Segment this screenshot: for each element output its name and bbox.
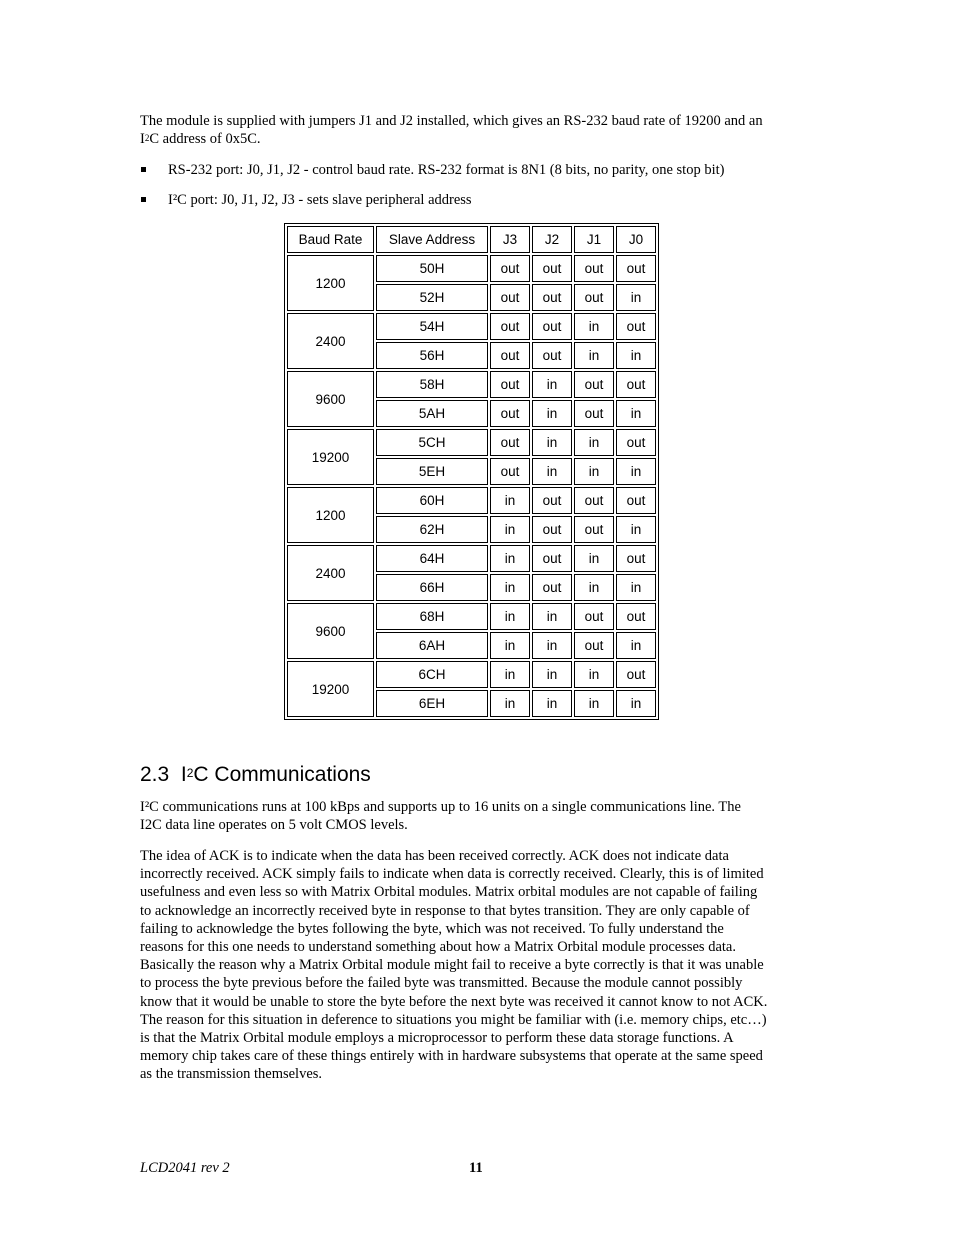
intro-paragraph: [140, 112, 820, 148]
slave-address-cell: 60H: [376, 487, 488, 514]
section-title-rest: C Communications: [193, 763, 371, 786]
j3-cell: out: [490, 400, 530, 427]
slave-address-cell: 6EH: [376, 690, 488, 717]
paragraph-line: is that the Matrix Orbital module employs a microprocessor to perform these data storage functions. A: [140, 1030, 734, 1047]
baud-rate-cell: 9600: [287, 603, 374, 659]
paragraph-line: as the transmission themselves.: [140, 1066, 323, 1083]
j3-cell: in: [490, 574, 530, 601]
intro-line-2-rest: C address of 0x5C.: [149, 131, 261, 147]
square-bullet-icon: [141, 197, 146, 202]
j0-cell: in: [616, 516, 656, 543]
j2-cell: out: [532, 487, 572, 514]
j1-cell: in: [574, 313, 614, 340]
j0-cell: in: [616, 458, 656, 485]
j2-cell: out: [532, 313, 572, 340]
baud-rate-cell: 19200: [287, 661, 374, 717]
table-row: [287, 313, 656, 340]
slave-address-cell: 56H: [376, 342, 488, 369]
intro-line-2-prefix: I: [140, 131, 145, 147]
j0-cell: out: [616, 661, 656, 688]
table-row: [287, 545, 656, 572]
slave-address-cell: 58H: [376, 371, 488, 398]
j1-cell: in: [574, 342, 614, 369]
j2-cell: in: [532, 400, 572, 427]
paragraph-line: incorrectly received. ACK simply fails to indicate when data is correctly received. Clearly, this is of limited: [140, 866, 764, 883]
j2-cell: out: [532, 516, 572, 543]
baud-rate-cell: 1200: [287, 255, 374, 311]
header-j2: J2: [532, 226, 572, 253]
paragraph-line: reasons for this one needs to understand something about how a Matrix Orbital module processes data.: [140, 939, 736, 956]
j2-cell: in: [532, 603, 572, 630]
baud-rate-cell: 1200: [287, 487, 374, 543]
header-slave-address: Slave Address: [376, 226, 488, 253]
j0-cell: out: [616, 603, 656, 630]
j2-cell: out: [532, 574, 572, 601]
header-j3: J3: [490, 226, 530, 253]
header-j1: J1: [574, 226, 614, 253]
header-baud-rate: Baud Rate: [287, 226, 374, 253]
paragraph-line: memory chip takes care of these things entirely with in hardware subsystems that operate at the same speed: [140, 1048, 763, 1065]
i2c-speed-paragraph: [140, 798, 820, 834]
table-row: [287, 371, 656, 398]
paragraph-line: I²C communications runs at 100 kBps and supports up to 16 units on a single communications line. The: [140, 799, 741, 815]
j0-cell: in: [616, 690, 656, 717]
slave-address-cell: 6AH: [376, 632, 488, 659]
slave-address-cell: 52H: [376, 284, 488, 311]
jumper-bullet-list: [140, 161, 820, 221]
j2-cell: in: [532, 371, 572, 398]
j3-cell: in: [490, 487, 530, 514]
section-number: 2.3: [140, 763, 170, 786]
j1-cell: in: [574, 690, 614, 717]
j3-cell: out: [490, 255, 530, 282]
bullet-text: I²C port: J0, J1, J2, J3 - sets slave peripheral address: [168, 192, 472, 208]
j3-cell: out: [490, 371, 530, 398]
j2-cell: out: [532, 342, 572, 369]
j0-cell: out: [616, 313, 656, 340]
baud-rate-cell: 2400: [287, 313, 374, 369]
j1-cell: out: [574, 284, 614, 311]
j1-cell: in: [574, 545, 614, 572]
j2-cell: out: [532, 284, 572, 311]
j3-cell: in: [490, 632, 530, 659]
slave-address-cell: 6CH: [376, 661, 488, 688]
slave-address-cell: 62H: [376, 516, 488, 543]
j0-cell: in: [616, 400, 656, 427]
paragraph-line: usefulness and even less so with Matrix Orbital modules. Matrix orbital modules are not capable of failing: [140, 884, 758, 901]
j1-cell: in: [574, 574, 614, 601]
j2-cell: in: [532, 632, 572, 659]
j3-cell: out: [490, 313, 530, 340]
slave-address-cell: 50H: [376, 255, 488, 282]
paragraph-line: to acknowledge an incorrectly received byte in response to that bytes transition. They are only capable of: [140, 902, 750, 919]
j1-cell: in: [574, 429, 614, 456]
j3-cell: in: [490, 603, 530, 630]
j0-cell: out: [616, 429, 656, 456]
baud-rate-cell: 2400: [287, 545, 374, 601]
bullet-item: [140, 191, 820, 209]
table-row: [287, 661, 656, 688]
j0-cell: in: [616, 574, 656, 601]
jumper-settings-table: [284, 223, 659, 720]
paragraph-line: The reason for this situation in deference to situations you might be familiar with (i.e. memory chips, etc…): [140, 1011, 767, 1028]
section-heading: [140, 760, 371, 790]
intro-superscript: 2: [144, 133, 150, 143]
j1-cell: out: [574, 371, 614, 398]
section-title-superscript: 2: [186, 766, 194, 780]
table-row: [287, 487, 656, 514]
table-row: [287, 603, 656, 630]
j1-cell: out: [574, 487, 614, 514]
j3-cell: out: [490, 458, 530, 485]
footer-doc-title: LCD2041 rev 2: [140, 1160, 230, 1176]
slave-address-cell: 5AH: [376, 400, 488, 427]
j2-cell: out: [532, 255, 572, 282]
j1-cell: out: [574, 603, 614, 630]
j3-cell: in: [490, 545, 530, 572]
table-header-row: [287, 226, 656, 253]
j1-cell: out: [574, 632, 614, 659]
page-number: 11: [469, 1160, 483, 1176]
square-bullet-icon: [141, 167, 146, 172]
j1-cell: out: [574, 516, 614, 543]
j0-cell: in: [616, 632, 656, 659]
bullet-item: [140, 161, 820, 179]
j0-cell: out: [616, 487, 656, 514]
j1-cell: in: [574, 458, 614, 485]
j0-cell: out: [616, 545, 656, 572]
j0-cell: out: [616, 371, 656, 398]
j0-cell: in: [616, 342, 656, 369]
j0-cell: in: [616, 284, 656, 311]
table-row: [287, 255, 656, 282]
j3-cell: out: [490, 429, 530, 456]
header-j0: J0: [616, 226, 656, 253]
paragraph-line: I2C data line operates on 5 volt CMOS levels.: [140, 817, 408, 834]
j1-cell: in: [574, 661, 614, 688]
j3-cell: in: [490, 690, 530, 717]
j3-cell: out: [490, 342, 530, 369]
intro-line-1: The module is supplied with jumpers J1 and J2 installed, which gives an RS-232 baud rate of 19200 and an: [140, 113, 763, 129]
j2-cell: out: [532, 545, 572, 572]
slave-address-cell: 66H: [376, 574, 488, 601]
slave-address-cell: 64H: [376, 545, 488, 572]
j2-cell: in: [532, 429, 572, 456]
ack-paragraph: [140, 847, 820, 1084]
paragraph-line: know that it would be unable to store the byte before the next byte was received it cannot know to not ACK.: [140, 993, 768, 1010]
j2-cell: in: [532, 690, 572, 717]
j3-cell: in: [490, 516, 530, 543]
j2-cell: in: [532, 661, 572, 688]
paragraph-line: The idea of ACK is to indicate when the data has been received correctly. ACK does not indicate data: [140, 848, 729, 864]
j1-cell: out: [574, 255, 614, 282]
j0-cell: out: [616, 255, 656, 282]
paragraph-line: Basically the reason why a Matrix Orbital module might fail to receive a byte correctly is that it was unable: [140, 957, 764, 974]
paragraph-line: to process the byte previous before the failed byte was transmitted. Because the module cannot possibly: [140, 975, 743, 992]
section-title-prefix: I: [180, 763, 187, 786]
slave-address-cell: 5EH: [376, 458, 488, 485]
j2-cell: in: [532, 458, 572, 485]
j1-cell: out: [574, 400, 614, 427]
baud-rate-cell: 9600: [287, 371, 374, 427]
table-row: [287, 429, 656, 456]
bullet-text: RS-232 port: J0, J1, J2 - control baud rate. RS-232 format is 8N1 (8 bits, no parity, one stop bit): [168, 162, 725, 178]
paragraph-line: failing to acknowledge the bytes following the byte, which was not received. To fully understand the: [140, 920, 724, 937]
slave-address-cell: 5CH: [376, 429, 488, 456]
slave-address-cell: 54H: [376, 313, 488, 340]
j3-cell: out: [490, 284, 530, 311]
slave-address-cell: 68H: [376, 603, 488, 630]
j3-cell: in: [490, 661, 530, 688]
baud-rate-cell: 19200: [287, 429, 374, 485]
